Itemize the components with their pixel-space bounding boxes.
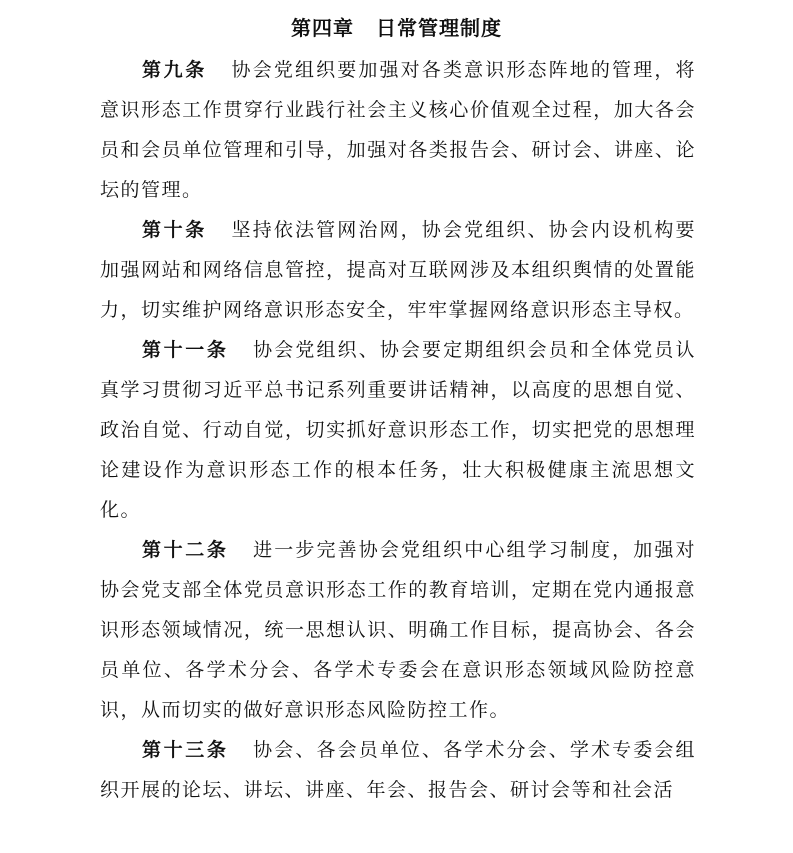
article-text: 坚持依法管网治网，协会党组织、协会内设机构要加强网站和网络信息管控，提高对互联网涉及本组织舆情的处置能力，切实维护网络意识形态安全，牢牢掌握网络意识形态主导权。 xyxy=(100,219,696,321)
article-list xyxy=(100,50,696,810)
article-label: 第十三条 xyxy=(142,739,229,761)
article-12 xyxy=(100,530,696,730)
article-label: 第十条 xyxy=(142,219,207,241)
article-text: 协会党组织要加强对各类意识形态阵地的管理，将意识形态工作贯穿行业践行社会主义核心价值观全过程，加大各会员和会员单位管理和引导，加强对各类报告会、研讨会、讲座、论坛的管理。 xyxy=(100,59,696,201)
article-9 xyxy=(100,50,696,210)
article-10 xyxy=(100,210,696,330)
article-label: 第九条 xyxy=(142,59,207,81)
article-text: 协会、各会员单位、各学术分会、学术专委会组织开展的论坛、讲坛、讲座、年会、报告会、研讨会等和社会活 xyxy=(100,739,696,801)
article-13 xyxy=(100,730,696,810)
chapter-heading xyxy=(0,12,793,44)
chapter-number: 第四章 xyxy=(291,16,354,40)
article-11 xyxy=(100,330,696,530)
article-text: 进一步完善协会党组织中心组学习制度，加强对协会党支部全体党员意识形态工作的教育培训，定期在党内通报意识形态领域情况，统一思想认识、明确工作目标，提高协会、各会员单位、各学术分会、各学术专委会在意识形态领域风险防控意识，从而切实的做好意识形态风险防控工作。 xyxy=(100,539,696,721)
article-label: 第十一条 xyxy=(142,339,229,361)
chapter-title-text: 日常管理制度 xyxy=(376,16,502,40)
article-label: 第十二条 xyxy=(142,539,229,561)
article-text: 协会党组织、协会要定期组织会员和全体党员认真学习贯彻习近平总书记系列重要讲话精神，以高度的思想自觉、政治自觉、行动自觉，切实抓好意识形态工作，切实把党的思想理论建设作为意识形态工作的根本任务，壮大积极健康主流思想文化。 xyxy=(100,339,696,521)
